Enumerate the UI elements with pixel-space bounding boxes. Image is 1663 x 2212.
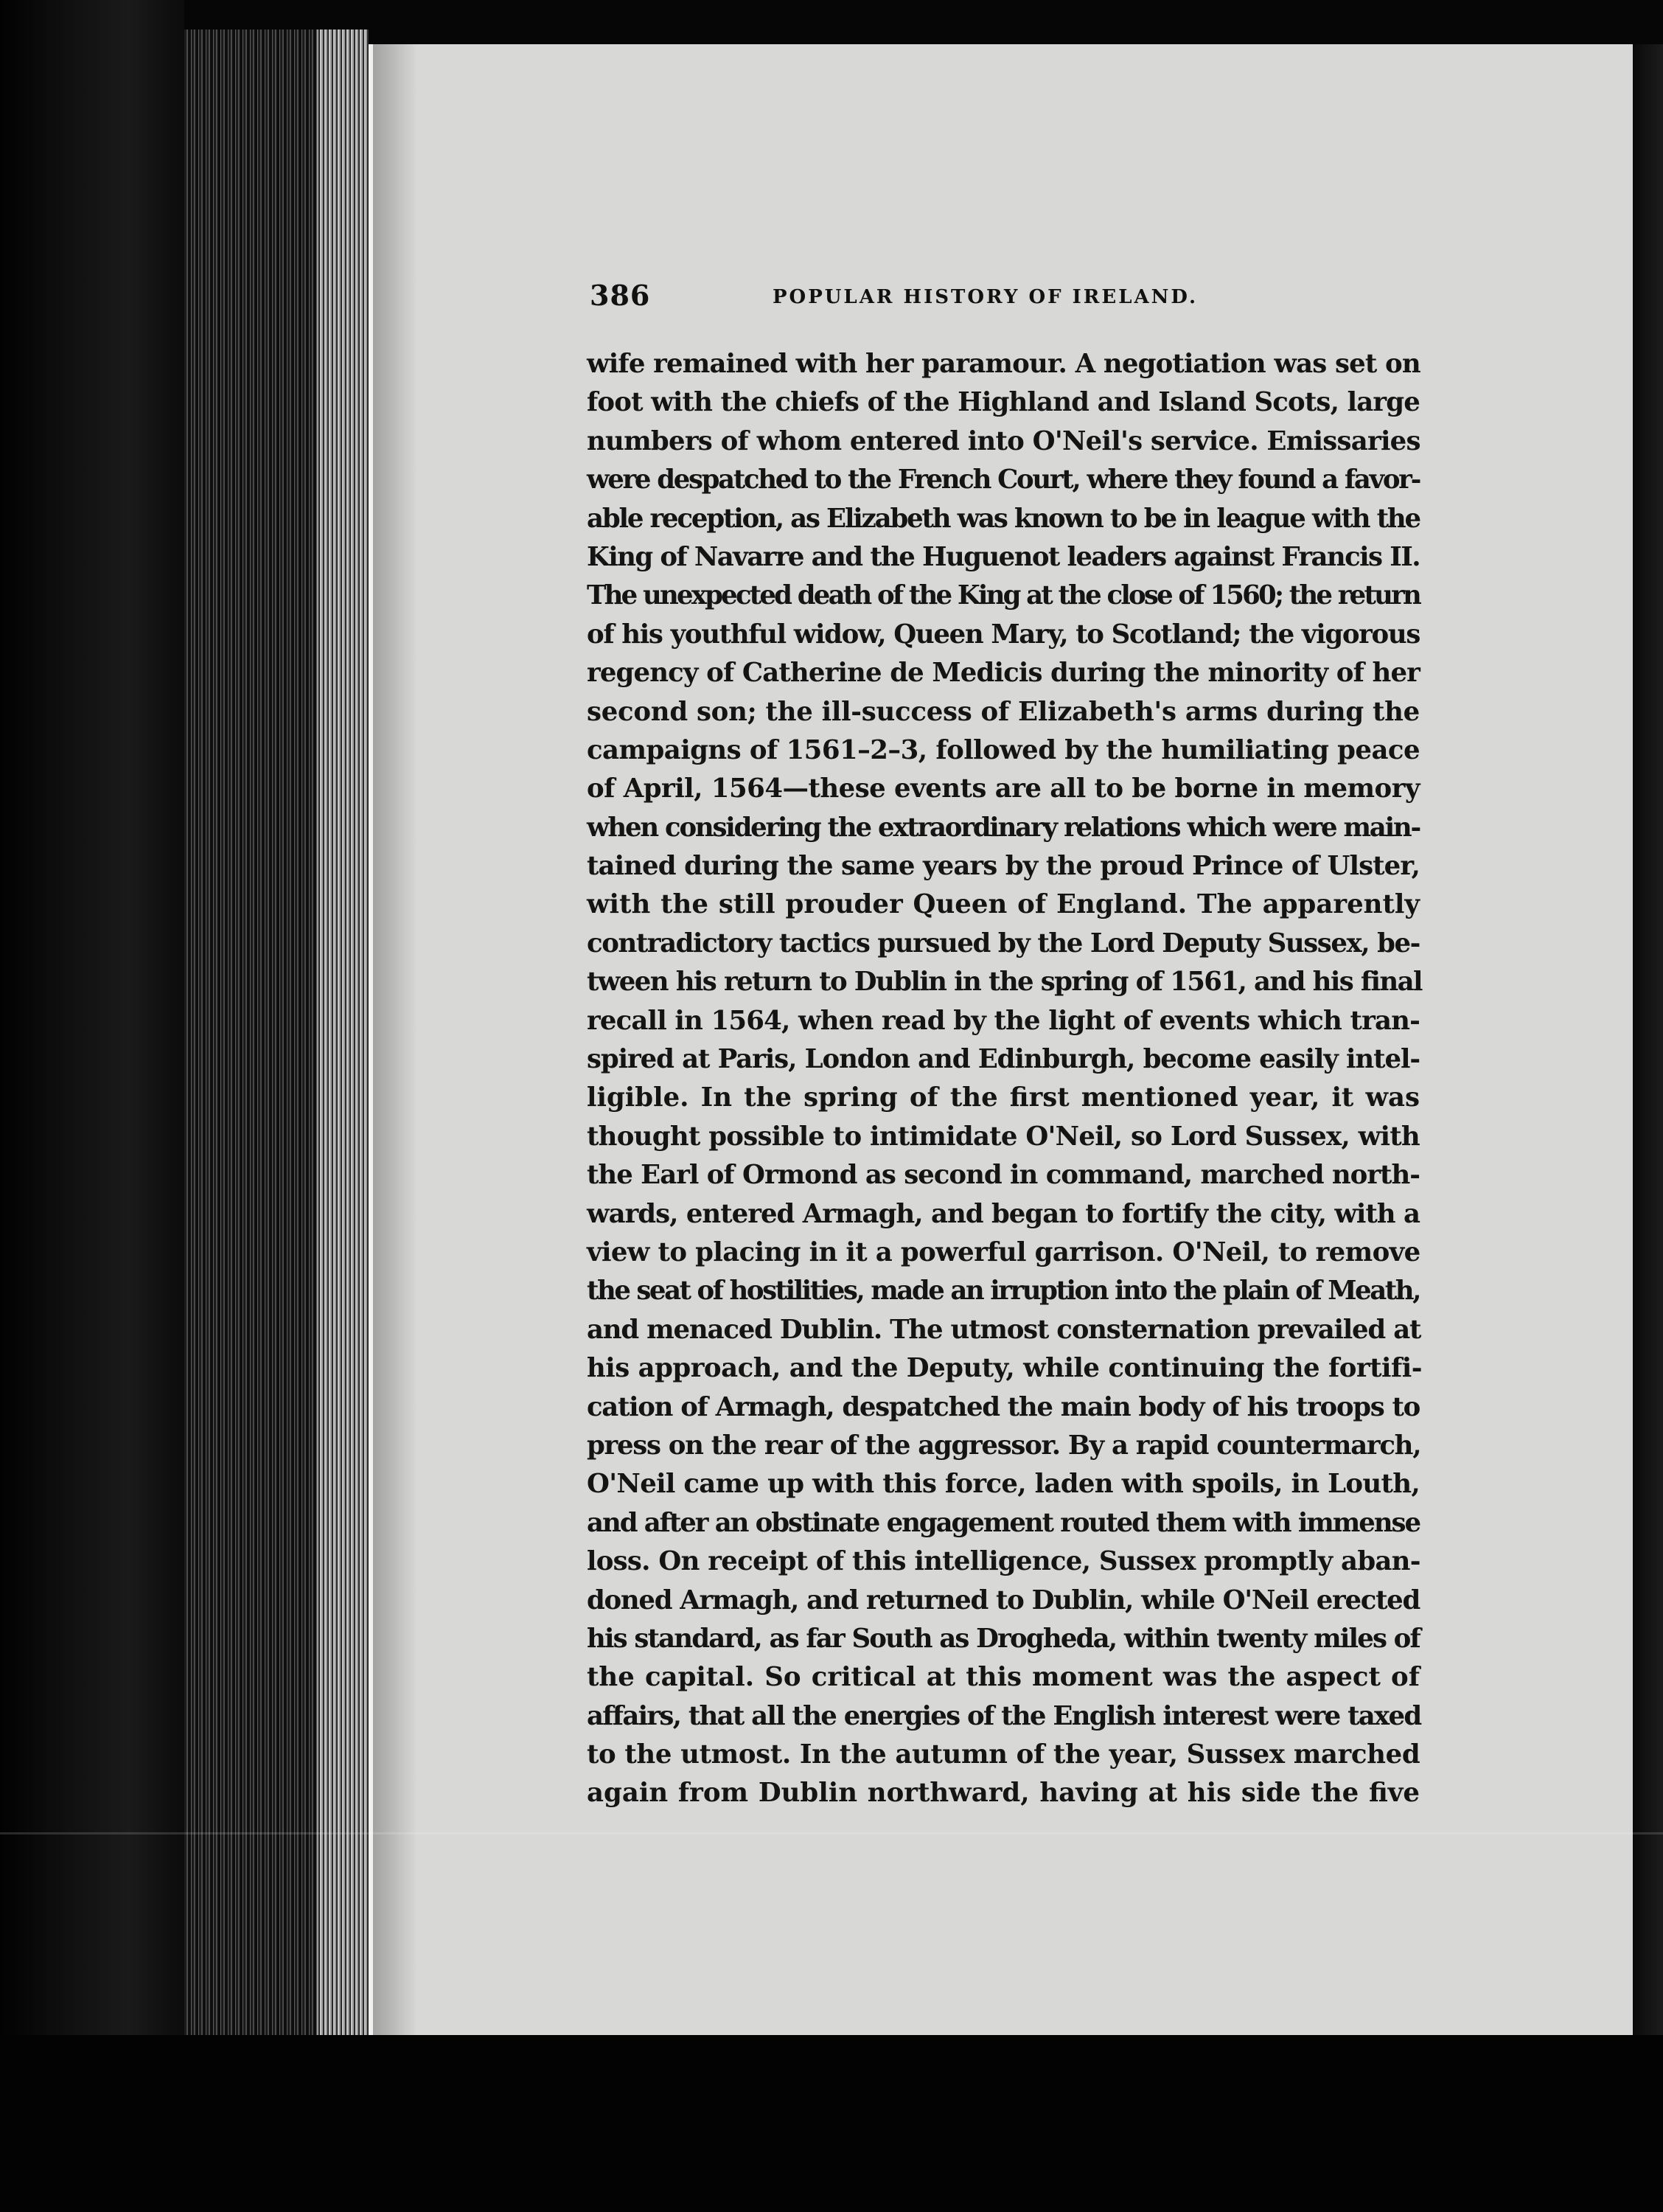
gutter-shadow — [373, 44, 417, 2035]
text-line: view to placing in it a powerful garrison. O'Neil, to remove — [587, 1237, 1420, 1267]
text-line: spired at Paris, London and Edinburgh, become easily intel- — [587, 1044, 1420, 1075]
text-line: O'Neil came up with this force, laden with spoils, in Louth, — [587, 1469, 1420, 1500]
text-line: doned Armagh, and returned to Dublin, while O'Neil erected — [587, 1585, 1420, 1615]
page-edges-light — [317, 29, 369, 2050]
scan-artifact-line — [0, 1832, 1663, 1834]
text-line: recall in 1564, when read by the light of events which tran- — [587, 1005, 1420, 1036]
book-binding — [0, 0, 184, 2212]
text-line: and menaced Dublin. The utmost consternation prevailed at — [587, 1314, 1421, 1345]
text-line: and after an obstinate engagement routed them with immense — [587, 1507, 1420, 1538]
text-line: of April, 1564—these events are all to be borne in memory — [587, 773, 1420, 804]
page-number: 386 — [590, 279, 651, 312]
text-line: second son; the ill-success of Elizabeth's arms during the — [587, 696, 1420, 727]
text-line: foot with the chiefs of the Highland and Island Scots, large — [587, 387, 1420, 418]
text-line: able reception, as Elizabeth was known to be in league with the — [587, 503, 1420, 534]
text-line: campaigns of 1561–2–3, followed by the humiliating peace — [587, 734, 1420, 765]
text-line: affairs, that all the energies of the English interest were taxed — [587, 1700, 1421, 1731]
text-line: press on the rear of the aggressor. By a rapid countermarch, — [587, 1430, 1421, 1461]
text-line: wife remained with her paramour. A negotiation was set on — [587, 349, 1420, 379]
text-line: loss. On receipt of this intelligence, Sussex promptly aban- — [587, 1546, 1420, 1577]
facing-page-edge — [1633, 44, 1663, 2035]
text-line: the Earl of Ormond as second in command, marched north- — [587, 1160, 1420, 1191]
text-line: the seat of hostilities, made an irruption into the plain of Meath, — [587, 1276, 1420, 1307]
text-line: cation of Armagh, despatched the main body of his troops to — [587, 1391, 1420, 1422]
text-line: his approach, and the Deputy, while continuing the fortifi- — [587, 1353, 1422, 1384]
text-line: tween his return to Dublin in the spring of 1561, and his final — [587, 967, 1422, 998]
text-line: tained during the same years by the proud Prince of Ulster, — [587, 851, 1420, 882]
text-line: thought possible to intimidate O'Neil, so Lord Sussex, with — [587, 1121, 1420, 1152]
text-line: again from Dublin northward, having at his side the five — [587, 1778, 1420, 1809]
text-line: were despatched to the French Court, where they found a favor- — [587, 465, 1420, 495]
page-header-title: POPULAR HISTORY OF IRELAND. — [773, 286, 1199, 308]
text-line: King of Navarre and the Huguenot leaders against Francis II. — [587, 541, 1420, 572]
text-line: contradictory tactics pursued by the Lord Deputy Sussex, be- — [587, 928, 1420, 959]
text-line: regency of Catherine de Medicis during the minority of her — [587, 658, 1420, 689]
text-line: the capital. So critical at this moment was the aspect of — [587, 1662, 1420, 1693]
text-line: when considering the extraordinary relations which were main- — [587, 812, 1420, 843]
text-line: to the utmost. In the autumn of the year, Sussex marched — [587, 1739, 1420, 1770]
text-line: wards, entered Armagh, and began to fortify the city, with a — [587, 1198, 1420, 1229]
scan-background — [0, 2035, 1663, 2212]
text-line: The unexpected death of the King at the close of 1560; the return — [587, 580, 1420, 611]
running-head — [590, 279, 1415, 316]
text-line: with the still prouder Queen of England. The apparently — [587, 889, 1420, 920]
text-line: of his youthful widow, Queen Mary, to Scotland; the vigorous — [587, 619, 1420, 650]
text-line: ligible. In the spring of the first mentioned year, it was — [587, 1082, 1420, 1113]
body-text — [587, 345, 1420, 1813]
text-line: his standard, as far South as Drogheda, within twenty miles of — [587, 1623, 1420, 1654]
text-line: numbers of whom entered into O'Neil's service. Emissaries — [587, 425, 1420, 456]
